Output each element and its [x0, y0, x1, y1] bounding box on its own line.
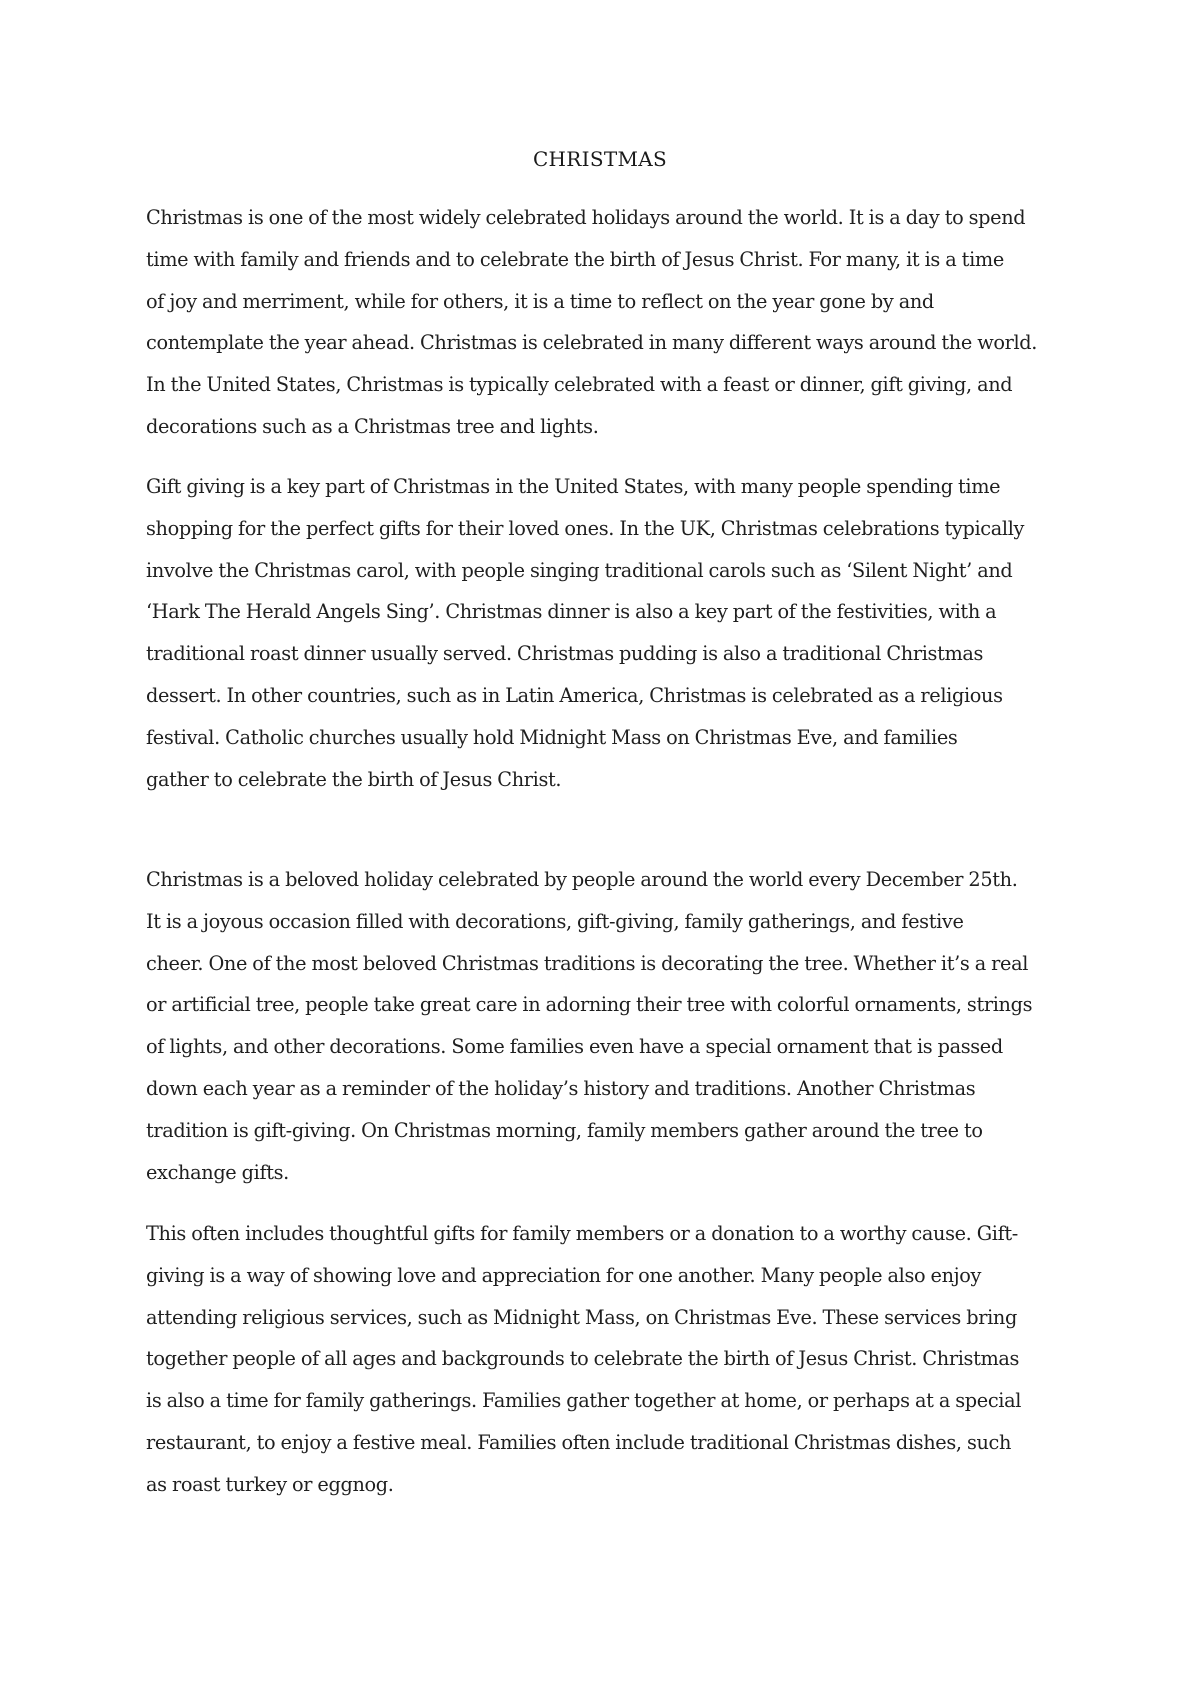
paragraph-3 [146, 859, 1066, 1193]
text-line: festival. Catholic churches usually hold Midnight Mass on Christmas Eve, and families [146, 725, 958, 749]
text-line: Gift giving is a key part of Christmas in the United States, with many people spending time [146, 475, 1001, 498]
paragraph-4 [146, 1213, 1066, 1506]
text-line: time with family and friends and to celebrate the birth of Jesus Christ. For many, it is a time [146, 247, 1004, 271]
text-line: tradition is gift-giving. On Christmas morning, family members gather around the tree to [146, 1118, 983, 1142]
text-line: dessert. In other countries, such as in Latin America, Christmas is celebrated as a religious [146, 683, 1003, 707]
text-line: down each year as a reminder of the holiday’s history and traditions. Another Christmas [146, 1076, 976, 1100]
text-line: gather to celebrate the birth of Jesus Christ. [146, 767, 562, 791]
text-line: together people of all ages and backgrounds to celebrate the birth of Jesus Christ. Christmas [146, 1347, 1020, 1371]
text-line: decorations such as a Christmas tree and lights. [146, 414, 599, 438]
text-line: restaurant, to enjoy a festive meal. Families often include traditional Christmas dishes, such [146, 1430, 1012, 1454]
paragraph-1 [146, 197, 1066, 448]
text-line: as roast turkey or eggnog. [146, 1472, 394, 1496]
text-line: giving is a way of showing love and appreciation for one another. Many people also enjoy [146, 1263, 982, 1287]
text-line: contemplate the year ahead. Christmas is celebrated in many different ways around the world. [146, 331, 1038, 355]
text-line: Christmas is one of the most widely celebrated holidays around the world. It is a day to spend [146, 206, 1026, 229]
text-line: exchange gifts. [146, 1160, 289, 1184]
text-line: attending religious services, such as Midnight Mass, on Christmas Eve. These services bring [146, 1305, 1017, 1329]
text-line: traditional roast dinner usually served. Christmas pudding is also a traditional Christmas [146, 642, 984, 666]
text-line: shopping for the perfect gifts for their loved ones. In the UK, Christmas celebrations typically [146, 516, 1025, 540]
text-line: involve the Christmas carol, with people singing traditional carols such as ‘Silent Night’ and [146, 558, 1013, 582]
text-line: In the United States, Christmas is typically celebrated with a feast or dinner, gift giving, and [146, 373, 1013, 397]
text-line: of lights, and other decorations. Some families even have a special ornament that is passed [146, 1035, 1003, 1059]
text-line: of joy and merriment, while for others, it is a time to reflect on the year gone by and [146, 289, 934, 313]
paragraph-2 [146, 466, 1066, 800]
text-line: It is a joyous occasion filled with decorations, gift-giving, family gatherings, and festive [146, 909, 964, 933]
document-title: CHRISTMAS [532, 147, 668, 171]
text-line: cheer. One of the most beloved Christmas traditions is decorating the tree. Whether it’s a real [146, 951, 1029, 975]
text-line: This often includes thoughtful gifts for family members or a donation to a worthy cause. Gift- [146, 1222, 1018, 1245]
text-line: ‘Hark The Herald Angels Sing’. Christmas dinner is also a key part of the festivities, with a [146, 600, 997, 624]
text-line: is also a time for family gatherings. Families gather together at home, or perhaps at a special [146, 1389, 1022, 1413]
text-line: or artificial tree, people take great care in adorning their tree with colorful ornaments, strings [146, 993, 1033, 1017]
text-line: Christmas is a beloved holiday celebrated by people around the world every December 25th. [146, 868, 1018, 891]
